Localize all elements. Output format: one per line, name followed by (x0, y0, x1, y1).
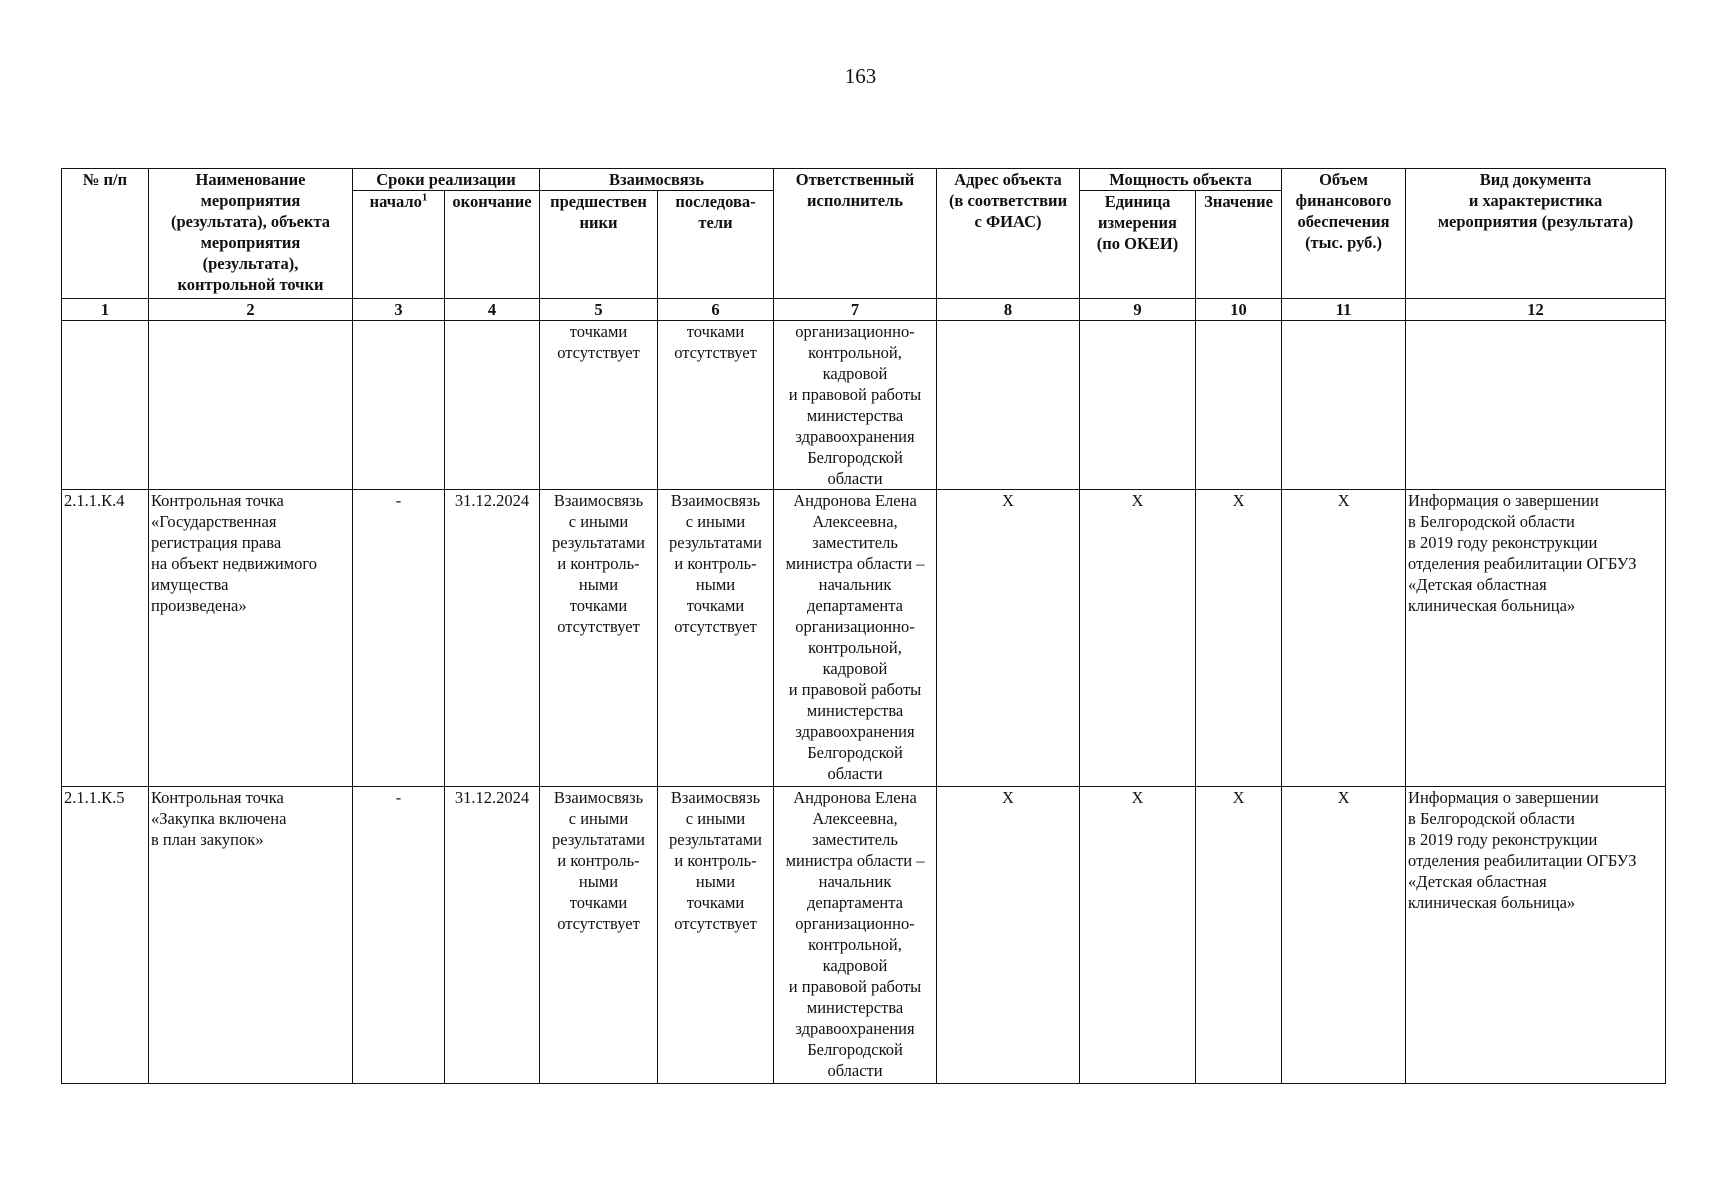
cell-predecessors: Взаимосвязь с иными результатами и контроль- ными точками отсутствует (540, 787, 658, 1084)
header-relation: Взаимосвязь (540, 169, 774, 191)
cell-unit: X (1080, 490, 1196, 787)
column-number: 8 (937, 299, 1080, 321)
column-number: 12 (1406, 299, 1666, 321)
cell-name: Контрольная точка «Закупка включена в план закупок» (149, 787, 353, 1084)
cell-name (149, 321, 353, 490)
cell-address: X (937, 490, 1080, 787)
cell-value: X (1196, 490, 1282, 787)
header-finance: Объем финансового обеспечения (тыс. руб.) (1282, 169, 1406, 299)
cell-num (62, 321, 149, 490)
header-capacity: Мощность объекта (1080, 169, 1282, 191)
column-number: 5 (540, 299, 658, 321)
column-number-row (62, 299, 1666, 321)
cell-doc-type (1406, 321, 1666, 490)
cell-successors: точками отсутствует (658, 321, 774, 490)
cell-successors: Взаимосвязь с иными результатами и контроль- ными точками отсутствует (658, 787, 774, 1084)
cell-successors: Взаимосвязь с иными результатами и контроль- ными точками отсутствует (658, 490, 774, 787)
cell-end: 31.12.2024 (445, 490, 540, 787)
cell-finance (1282, 321, 1406, 490)
page-number: 163 (844, 64, 877, 88)
header-value: Значение (1196, 191, 1282, 299)
cell-unit (1080, 321, 1196, 490)
column-number: 3 (353, 299, 445, 321)
header-row-1 (62, 169, 1666, 191)
cell-responsible: Андронова Елена Алексеевна, заместитель министра области – начальник департамента организационно- контрольной, кадровой и правовой работы министерства здравоохранения Белгородской области (774, 787, 937, 1084)
header-address: Адрес объекта (в соответствии с ФИАС) (937, 169, 1080, 299)
cell-responsible: организационно- контрольной, кадровой и правовой работы министерства здравоохранения Белгородской области (774, 321, 937, 490)
header-start-label: начало (369, 192, 422, 211)
cell-value: X (1196, 787, 1282, 1084)
header-start (353, 191, 445, 299)
cell-start: - (353, 490, 445, 787)
header-doc-type: Вид документа и характеристика мероприятия (результата) (1406, 169, 1666, 299)
cell-num: 2.1.1.К.4 (62, 490, 149, 787)
header-name: Наименование мероприятия (результата), объекта мероприятия (результата), контрольной точки (149, 169, 353, 299)
header-start-footnote: 1 (421, 191, 428, 204)
header-unit: Единица измерения (по ОКЕИ) (1080, 191, 1196, 299)
cell-end (445, 321, 540, 490)
cell-address (937, 321, 1080, 490)
cell-predecessors: Взаимосвязь с иными результатами и контроль- ными точками отсутствует (540, 490, 658, 787)
header-num: № п/п (62, 169, 149, 299)
table-row (62, 490, 1666, 787)
header-responsible: Ответственный исполнитель (774, 169, 937, 299)
cell-end: 31.12.2024 (445, 787, 540, 1084)
header-terms: Сроки реализации (353, 169, 540, 191)
column-number: 11 (1282, 299, 1406, 321)
cell-address: X (937, 787, 1080, 1084)
cell-predecessors: точками отсутствует (540, 321, 658, 490)
cell-responsible: Андронова Елена Алексеевна, заместитель министра области – начальник департамента организационно- контрольной, кадровой и правовой работы министерства здравоохранения Белгородской области (774, 490, 937, 787)
header-end: окончание (445, 191, 540, 299)
schedule-table (61, 168, 1666, 1084)
cell-value (1196, 321, 1282, 490)
column-number: 4 (445, 299, 540, 321)
cell-name: Контрольная точка «Государственная регистрация права на объект недвижимого имущества произведена» (149, 490, 353, 787)
header-predecessors: предшествен ники (540, 191, 658, 299)
column-number: 6 (658, 299, 774, 321)
cell-finance: X (1282, 787, 1406, 1084)
table-row (62, 787, 1666, 1084)
cell-unit: X (1080, 787, 1196, 1084)
table-row (62, 321, 1666, 490)
column-number: 2 (149, 299, 353, 321)
column-number: 10 (1196, 299, 1282, 321)
column-number: 9 (1080, 299, 1196, 321)
cell-finance: X (1282, 490, 1406, 787)
header-successors: последова- тели (658, 191, 774, 299)
cell-start: - (353, 787, 445, 1084)
column-number: 1 (62, 299, 149, 321)
cell-doc-type: Информация о завершении в Белгородской области в 2019 году реконструкции отделения реабилитации ОГБУЗ «Детская областная клиническая больница» (1406, 490, 1666, 787)
cell-doc-type: Информация о завершении в Белгородской области в 2019 году реконструкции отделения реабилитации ОГБУЗ «Детская областная клиническая больница» (1406, 787, 1666, 1084)
cell-start (353, 321, 445, 490)
column-number: 7 (774, 299, 937, 321)
cell-num: 2.1.1.К.5 (62, 787, 149, 1084)
